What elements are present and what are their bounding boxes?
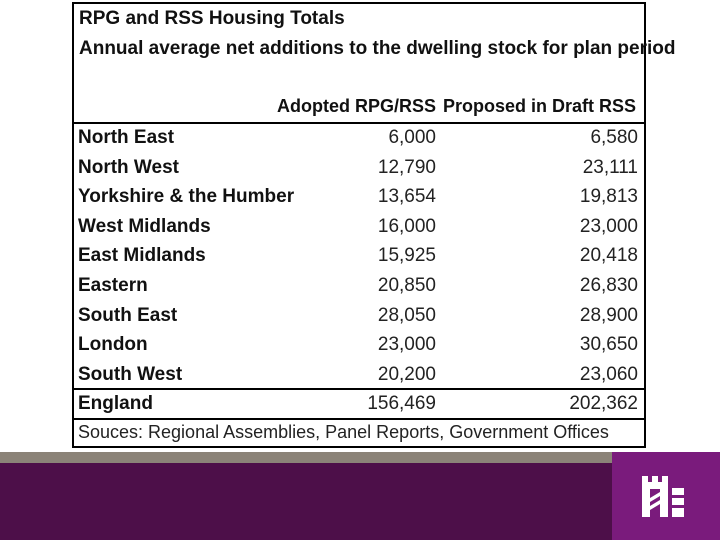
region-name-south-west: South West bbox=[78, 363, 183, 385]
column-header-proposed: Proposed in Draft RSS bbox=[442, 96, 636, 116]
column-header-adopted: Adopted RPG/RSS bbox=[276, 96, 436, 116]
table-row bbox=[74, 123, 644, 153]
adopted-value-south-east: 28,050 bbox=[377, 304, 436, 326]
adopted-value-total: 156,469 bbox=[367, 393, 436, 414]
total-divider-bottom bbox=[74, 418, 644, 420]
table-row bbox=[74, 182, 644, 212]
region-name-north-west: North West bbox=[78, 156, 179, 178]
region-name-north-east: North East bbox=[78, 127, 175, 148]
region-name-total: England bbox=[78, 393, 153, 414]
logo-panel bbox=[612, 452, 720, 540]
table-row bbox=[74, 360, 644, 390]
table-row-total bbox=[74, 389, 644, 419]
table-row bbox=[74, 153, 644, 183]
table-title: RPG and RSS Housing Totals bbox=[79, 8, 345, 29]
proposed-value-north-east: 6,580 bbox=[590, 127, 638, 148]
adopted-value-west-midlands: 16,000 bbox=[377, 215, 436, 237]
table-row bbox=[74, 212, 644, 242]
adopted-value-north-east: 6,000 bbox=[388, 127, 436, 148]
region-name-london: London bbox=[78, 334, 148, 356]
proposed-value-total: 202,362 bbox=[569, 393, 638, 414]
adopted-value-eastern: 20,850 bbox=[377, 275, 436, 296]
adopted-value-north-west: 12,790 bbox=[377, 156, 436, 178]
adopted-value-london: 23,000 bbox=[377, 334, 436, 356]
region-name-south-east: South East bbox=[78, 304, 178, 326]
table-row bbox=[74, 241, 644, 271]
table-row bbox=[74, 271, 644, 301]
table-row bbox=[74, 330, 644, 360]
region-name-east-midlands: East Midlands bbox=[78, 245, 206, 267]
source-note: Souces: Regional Assemblies, Panel Reports, Government Offices bbox=[78, 422, 609, 442]
proposed-value-east-midlands: 20,418 bbox=[579, 245, 638, 267]
region-name-eastern: Eastern bbox=[78, 275, 148, 296]
housing-totals-table bbox=[72, 2, 676, 448]
region-name-west-midlands: West Midlands bbox=[78, 215, 211, 237]
proposed-value-south-east: 28,900 bbox=[579, 304, 638, 326]
proposed-value-south-west: 23,060 bbox=[579, 363, 638, 385]
proposed-value-north-west: 23,111 bbox=[582, 156, 638, 178]
proposed-value-london: 30,650 bbox=[579, 334, 638, 356]
hbf-castle-logo-icon bbox=[638, 474, 688, 520]
proposed-value-eastern: 26,830 bbox=[579, 275, 638, 296]
proposed-value-yorkshire-the-humber: 19,813 bbox=[579, 186, 638, 208]
adopted-value-yorkshire-the-humber: 13,654 bbox=[377, 186, 436, 208]
proposed-value-west-midlands: 23,000 bbox=[579, 215, 638, 237]
adopted-value-east-midlands: 15,925 bbox=[377, 245, 436, 267]
region-name-yorkshire-the-humber: Yorkshire & the Humber bbox=[78, 186, 295, 208]
table-subtitle: Annual average net additions to the dwelling stock for plan period bbox=[79, 38, 676, 59]
table-row bbox=[74, 301, 644, 331]
adopted-value-south-west: 20,200 bbox=[377, 363, 436, 385]
